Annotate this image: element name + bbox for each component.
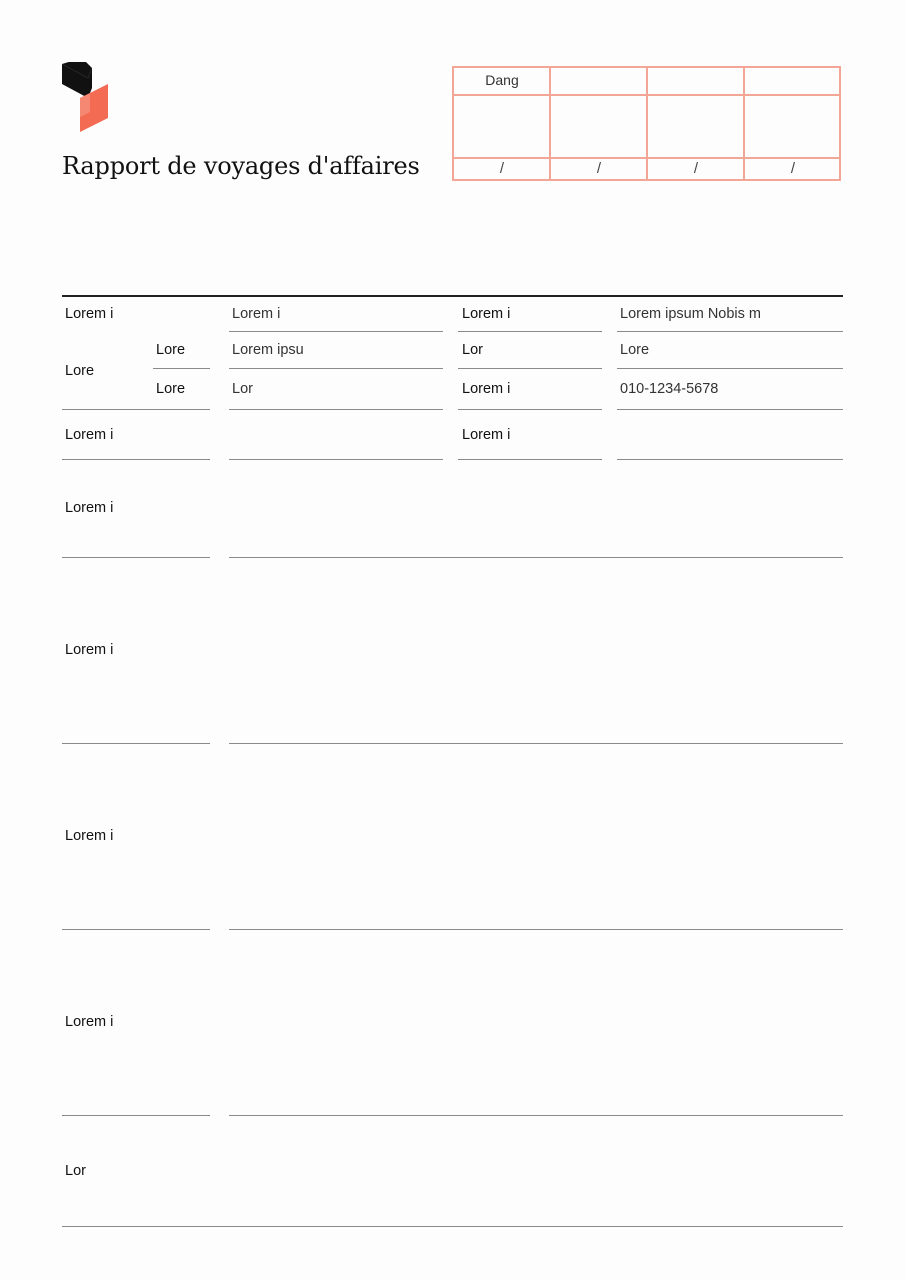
row2-rule: [458, 409, 602, 410]
row3-label-right: Lorem i: [462, 427, 511, 443]
section-3-label: Lorem i: [65, 828, 114, 844]
phone-value[interactable]: 010-1234-5678: [620, 381, 719, 397]
section-1-field-rule: [229, 557, 843, 558]
row2-sub1-label: Lore: [156, 342, 186, 358]
row1-label-left: Lorem i: [65, 306, 114, 322]
row3-rule: [62, 459, 210, 460]
section-4-field-rule: [229, 1115, 843, 1116]
section-4-label: Lorem i: [65, 1014, 114, 1030]
row2-sub1-right-label: Lor: [462, 342, 483, 358]
row2-rule: [617, 409, 843, 410]
section-5-label: Lor: [65, 1163, 86, 1179]
row2-sub2-label: Lore: [156, 381, 186, 397]
row3-rule: [229, 459, 443, 460]
section-3-rule: [62, 929, 210, 930]
row2-sub-rule: [617, 368, 843, 369]
form-bottom-rule: [62, 1226, 843, 1227]
row1-value-right[interactable]: Lorem ipsum Nobis m: [620, 306, 762, 322]
company-logo-icon: [60, 62, 110, 134]
row3-label-left: Lorem i: [65, 427, 114, 443]
row2-sub-rule: [458, 368, 602, 369]
section-2-label: Lorem i: [65, 642, 114, 658]
section-1-label: Lorem i: [65, 500, 114, 516]
row2-sub1-value[interactable]: Lorem ipsu: [232, 342, 304, 358]
row1-rule: [229, 331, 443, 332]
row2-sub2-value[interactable]: Lor: [232, 381, 253, 397]
section-4-rule: [62, 1115, 210, 1116]
row1-value-left[interactable]: Lorem i: [232, 306, 281, 322]
row2-rule: [62, 409, 210, 410]
row2-sub-rule: [153, 368, 210, 369]
section-2-field-rule: [229, 743, 843, 744]
approval-date-2: /: [596, 160, 602, 177]
form-top-rule: [62, 295, 843, 297]
approval-box: [452, 66, 841, 181]
row2-group-label: Lore: [65, 363, 95, 379]
row3-rule: [458, 459, 602, 460]
approval-date-1: /: [499, 160, 505, 177]
document-title: Rapport de voyages d'affaires: [62, 152, 420, 180]
row1-rule: [458, 331, 602, 332]
approval-date-3: /: [693, 160, 699, 177]
row2-sub1-right-value[interactable]: Lore: [620, 342, 650, 358]
row3-rule: [617, 459, 843, 460]
row2-rule: [229, 409, 443, 410]
section-1-rule: [62, 557, 210, 558]
row2-sub2-right-label: Lorem i: [462, 381, 511, 397]
approval-header-1: Dang: [485, 72, 519, 88]
section-2-rule: [62, 743, 210, 744]
row1-label-right: Lorem i: [462, 306, 511, 322]
row2-sub-rule: [229, 368, 443, 369]
approval-date-4: /: [790, 160, 796, 177]
row1-rule: [617, 331, 843, 332]
section-3-field-rule: [229, 929, 843, 930]
